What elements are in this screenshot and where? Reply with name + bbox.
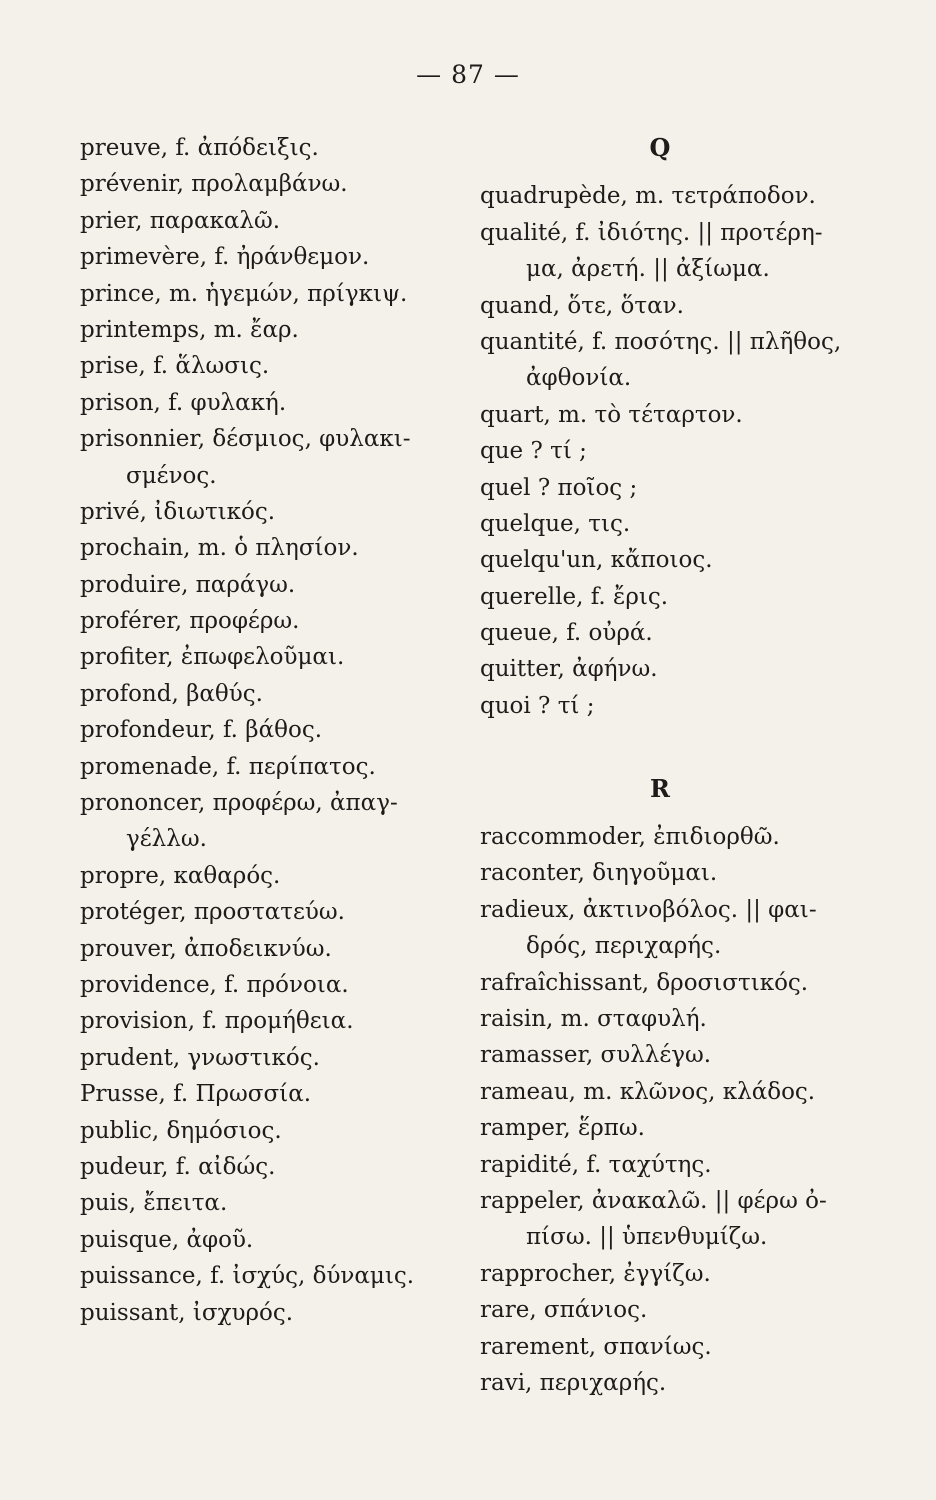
dictionary-entry: quelqu'un, κἄποιος. bbox=[480, 547, 713, 574]
dictionary-entry: quitter, ἀφήνω. bbox=[480, 656, 658, 683]
dictionary-entry: prochain, m. ὁ πλησίον. bbox=[80, 535, 359, 562]
dictionary-entry: querelle, f. ἔρις. bbox=[480, 583, 669, 610]
dictionary-entry: ravi, περιχαρής. bbox=[480, 1369, 667, 1396]
dictionary-entry: pudeur, f. αἰδώς. bbox=[80, 1153, 276, 1180]
section-r-entries bbox=[480, 819, 880, 1401]
dictionary-entry: propre, καθαρός. bbox=[80, 862, 281, 889]
dictionary-entry: puissance, f. ἰσχύς, δύναμις. bbox=[80, 1263, 415, 1290]
dictionary-entry: Prusse, f. Πρωσσία. bbox=[80, 1081, 312, 1108]
dictionary-entry: prouver, ἀποδεικνύω. bbox=[80, 935, 332, 962]
dictionary-entry: ramasser, συλλέγω. bbox=[480, 1042, 712, 1069]
dictionary-entry: rare, σπάνιος. bbox=[480, 1297, 648, 1324]
dictionary-entry: providence, f. πρόνοια. bbox=[80, 971, 349, 998]
section-gap bbox=[480, 724, 880, 760]
dictionary-entry: prisonnier, δέσμιος, φυλακι- bbox=[80, 426, 411, 453]
dictionary-entry: provision, f. προμήθεια. bbox=[80, 1008, 354, 1035]
section-letter-r: R bbox=[650, 773, 670, 803]
entry-continuation: σμένος. bbox=[126, 462, 217, 489]
section-q-entries bbox=[480, 178, 880, 724]
dictionary-entry: protéger, προστατεύω. bbox=[80, 899, 345, 926]
dictionary-entry: quoi ? τί ; bbox=[480, 692, 595, 719]
dictionary-entry: rarement, σπανίως. bbox=[480, 1333, 712, 1360]
dictionary-entry: prince, m. ἡγεμών, πρίγκιψ. bbox=[80, 280, 408, 307]
dictionary-entry: rapidité, f. ταχύτης. bbox=[480, 1151, 712, 1178]
dictionary-entry: profiter, ἐπωφελοῦμαι. bbox=[80, 644, 345, 671]
dictionary-entry: ramper, ἕρπω. bbox=[480, 1115, 645, 1142]
dictionary-entry: raisin, m. σταφυλή. bbox=[480, 1005, 707, 1032]
dictionary-entry: rappeler, ἀνακαλῶ. || φέρω ὀ- bbox=[480, 1187, 827, 1214]
entry-continuation: πίσω. || ὑπενθυμίζω. bbox=[526, 1224, 768, 1251]
dictionary-entry: puissant, ἰσχυρός. bbox=[80, 1299, 294, 1326]
dictionary-entry: quel ? ποῖος ; bbox=[480, 474, 638, 501]
right-column bbox=[480, 130, 880, 1401]
dictionary-entry: raconter, διηγοῦμαι. bbox=[480, 860, 718, 887]
dictionary-entry: quart, m. τὸ τέταρτον. bbox=[480, 401, 743, 428]
dictionary-entry: prison, f. φυλακή. bbox=[80, 389, 287, 416]
dictionary-entry: prévenir, προλαμβάνω. bbox=[80, 171, 348, 198]
entry-continuation: ἀφθονία. bbox=[526, 365, 632, 392]
dictionary-entry: quand, ὅτε, ὅταν. bbox=[480, 292, 684, 319]
section-letter-q: Q bbox=[649, 133, 671, 162]
page-number: — 87 — bbox=[416, 60, 520, 89]
dictionary-entry: profond, βαθύς. bbox=[80, 680, 263, 707]
dictionary-entry: quelque, τις. bbox=[480, 510, 631, 537]
dictionary-entry: primevère, f. ἠράνθεμον. bbox=[80, 244, 370, 271]
dictionary-entry: proférer, προφέρω. bbox=[80, 608, 300, 635]
dictionary-entry: rafraîchissant, δροσιστικός. bbox=[480, 969, 809, 996]
dictionary-entry: prise, f. ἅλωσις. bbox=[80, 353, 270, 380]
dictionary-entry: quantité, f. ποσότης. || πλῆθος, bbox=[480, 328, 842, 355]
dictionary-entry: puis, ἔπειτα. bbox=[80, 1190, 228, 1217]
left-column bbox=[80, 130, 480, 1331]
dictionary-entry: prononcer, προφέρω, ἀπαγ- bbox=[80, 790, 398, 817]
entry-continuation: γέλλω. bbox=[126, 826, 207, 853]
dictionary-entry: prudent, γνωστικός. bbox=[80, 1044, 320, 1071]
dictionary-entry: privé, ἰδιωτικός. bbox=[80, 498, 276, 525]
dictionary-entry: puisque, ἀφοῦ. bbox=[80, 1226, 254, 1253]
dictionary-entry: promenade, f. περίπατος. bbox=[80, 753, 376, 780]
dictionary-entry: preuve, f. ἀπόδειξις. bbox=[80, 135, 319, 161]
dictionary-entry: qualité, f. ἰδιότης. || προτέρη- bbox=[480, 219, 823, 246]
dictionary-entry: quadrupède, m. τετράποδον. bbox=[480, 183, 816, 210]
dictionary-entry: printemps, m. ἔαρ. bbox=[80, 316, 299, 343]
dictionary-entry: raccommoder, ἐπιδιορθῶ. bbox=[480, 824, 780, 851]
dictionary-entry: radieux, ἀκτινοβόλος. || φαι- bbox=[480, 896, 817, 923]
dictionary-entry: produire, παράγω. bbox=[80, 571, 296, 598]
dictionary-entry: que ? τί ; bbox=[480, 438, 587, 465]
dictionary-entry: prier, παρακαλῶ. bbox=[80, 207, 281, 234]
dictionary-entry: rapprocher, ἐγγίζω. bbox=[480, 1260, 711, 1287]
dictionary-entry: queue, f. οὐρά. bbox=[480, 620, 653, 647]
dictionary-entry: profondeur, f. βάθος. bbox=[80, 717, 323, 744]
dictionary-entry: public, δημόσιος. bbox=[80, 1117, 282, 1144]
entry-continuation: δρός, περιχαρής. bbox=[526, 933, 722, 960]
dictionary-entry: rameau, m. κλῶνος, κλάδος. bbox=[480, 1078, 816, 1105]
entry-continuation: μα, ἀρετή. || ἀξίωμα. bbox=[526, 256, 770, 283]
